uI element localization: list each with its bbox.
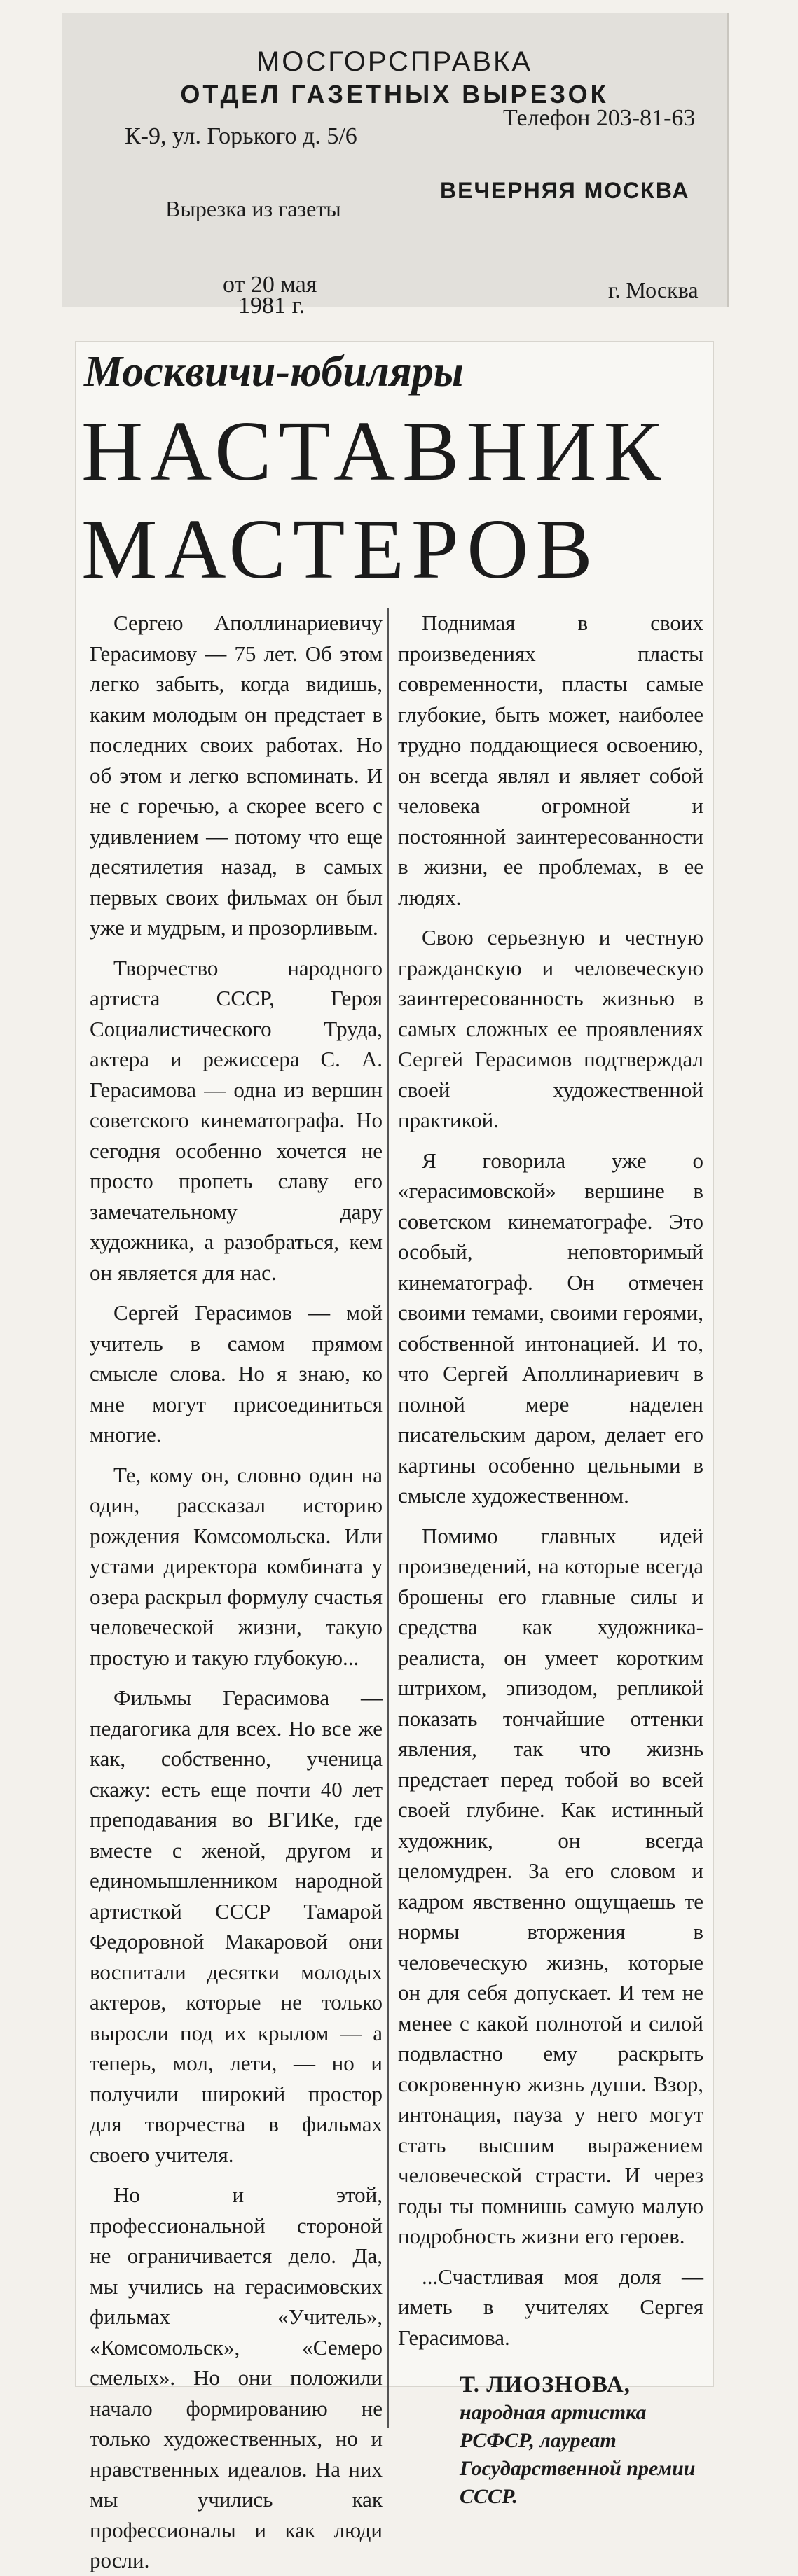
agency-name: МОСГОРСПРАВКА bbox=[256, 46, 533, 77]
paragraph: Но и этой, профессиональной стороной не ограничивается дело. Да, мы учились на герасимовских фильмах «Учитель», «Комсомольск», «Семеро смелых». Но они положили начало формированию не только художественных, но и нравственных идеалов. На них мы учились как профессионалы и как люди росли. bbox=[90, 2182, 383, 2572]
article-column-2 bbox=[398, 608, 703, 2511]
paragraph: ...Счастливая моя доля — иметь в учителях Сергея Герасимова. bbox=[398, 2264, 703, 2350]
city: г. Москва bbox=[608, 277, 699, 302]
phone-number: Телефон 203-81-63 bbox=[503, 105, 696, 131]
author-name: Т. ЛИОЗНОВА, bbox=[460, 2372, 631, 2397]
article-rubric: Москвичи-юбиляры bbox=[84, 348, 464, 396]
paragraph: Я говорила уже о «герасимовской» вершине в советском кинематографе. Это особый, неповторимый кинематограф. Он отмечен своими темами, своими героями, собственной интонацией. И то, что Сергей Аполлинариевич в полной мере наделен писательским даром, делает его картины особенно цельными в смысле художественном. bbox=[398, 1148, 703, 1508]
department-name: ОТДЕЛ ГАЗЕТНЫХ ВЫРЕЗОК bbox=[180, 80, 609, 109]
date-day-month: от 20 мая bbox=[223, 272, 317, 298]
paragraph: Сергею Аполлинариевичу Герасимову — 75 лет. Об этом легко забыть, когда видишь, каким молодым он предстает в последних своих работах. Но об этом и легко вспоминать. И не с горечью, а скорее всего с удивлением — потому что еще десятилетия назад, в самых первых своих фильмах он был уже и мудрым, и прозорливым. bbox=[90, 611, 383, 940]
headline-line-2: МАСТЕРОВ bbox=[81, 502, 600, 597]
author-signature bbox=[398, 2371, 703, 2511]
paragraph: Поднимая в своих произведениях пласты современности, пласты самые глубокие, быть может, наиболее трудно поддающиеся освоению, он всегда являл и являет собой человека огромной и постоянной заинтересованности в жизни, ее проблемах, в ее людях. bbox=[398, 611, 703, 910]
paragraph: Фильмы Герасимова — педагогика для всех. Но все же как, собственно, ученица скажу: есть еще почти 40 лет преподавания во ВГИКе, где вместе с женой, другом и единомышленником народной артисткой СССР Тамарой Федоровной Макаровой они воспитали десятки молодых актеров, которые не только выросли под их крылом — а теперь, мол, лети, — но и получили широкий простор для творчества в фильмах своего учителя. bbox=[90, 1685, 383, 2167]
clipping-label: Вырезка из газеты bbox=[165, 196, 341, 221]
address: К-9, ул. Горького д. 5/6 bbox=[125, 123, 357, 149]
paragraph: Свою серьезную и честную гражданскую и человеческую заинтересованность жизнью в самых сложных ее проявлениях Сергей Герасимов подтверждал своей художественной практикой. bbox=[398, 925, 703, 1132]
paragraph: Сергей Герасимов — мой учитель в самом прямом смысле слова. Но я знаю, ко мне могут присоединиться многие. bbox=[90, 1300, 383, 1447]
headline-line-1: НАСТАВНИК bbox=[81, 404, 668, 499]
clipping-service-stamp bbox=[62, 13, 729, 307]
paragraph: Помимо главных идей произведений, на которые всегда брошены его главные силы и средства как художника-реалиста, он умеет коротким штрихом, эпизодом, репликой показать тончайшие оттенки явления, так что жизнь предстает перед тобой во всей своей глубине. Как истинный художник, он всегда целомудрен. За его словом и кадром явственно ощущаешь те нормы вторжения в человеческую жизнь, которые он для себя допускает. И тем не менее с какой полнотой и силой подвластно ему раскрыть сокровенную жизнь души. Взор, интонация, пауза у него могут стать высшим выражением человеческой страсти. И через годы ты помнишь самую малую подробность жизни его героев. bbox=[398, 1523, 703, 2248]
paragraph: Те, кому он, словно один на один, рассказал историю рождения Комсомольска. Или устами директора комбината у озера раскрыл формулу счастья человеческой жизни, такую простую и такую глубокую... bbox=[90, 1462, 383, 1670]
article-column-1 bbox=[90, 608, 383, 2576]
paragraph: Творчество народного артиста СССР, Героя Социалистического Труда, актера и режиссера С. А. Герасимова — одна из вершин советского кинематографа. Но сегодня особенно хочется не просто пропеть славу его замечательному дару художника, а разобраться, кем он является для нас. bbox=[90, 955, 383, 1285]
newspaper-name: ВЕЧЕРНЯЯ МОСКВА bbox=[440, 178, 690, 203]
author-credentials: народная артистка РСФСР, лауреат Государственной премии СССР. bbox=[460, 2401, 696, 2508]
column-divider bbox=[387, 608, 389, 2428]
date-year: 1981 г. bbox=[238, 293, 305, 319]
article-clipping bbox=[76, 342, 713, 2572]
